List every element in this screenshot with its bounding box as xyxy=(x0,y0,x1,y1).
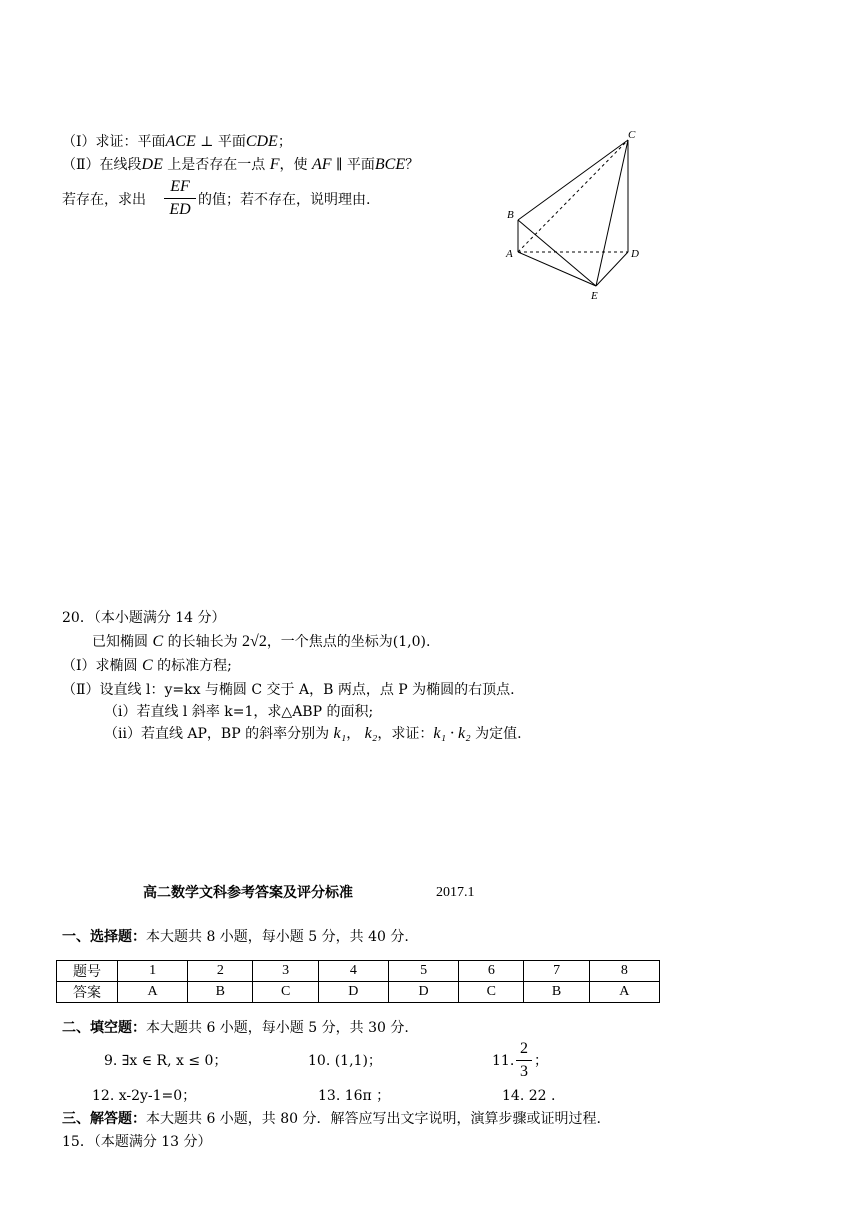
table-cell: D xyxy=(388,982,458,1003)
answer-14: 14. 22 . xyxy=(502,1088,556,1104)
sub-ii-p1: （ⅱ）若直线 AP，BP 的斜率分别为 xyxy=(104,726,334,742)
table-head-row xyxy=(57,961,660,982)
section1-label: 一、选择题： xyxy=(62,929,146,945)
given-p2: 的长轴长为 xyxy=(163,634,243,650)
sub-ii-p2: ，求证： xyxy=(377,726,434,742)
table-cell: A xyxy=(589,982,659,1003)
problem19-part1 xyxy=(62,133,292,151)
given-p1: 已知椭圆 xyxy=(92,634,153,650)
answer-10: 10. (1,1)； xyxy=(308,1053,382,1069)
section2-text: 本大题共 6 小题，每小题 5 分，共 30 分. xyxy=(146,1020,409,1036)
section1-text: 本大题共 8 小题，每小题 5 分，共 40 分. xyxy=(146,929,409,945)
perp-text: ⊥ 平面 xyxy=(195,134,246,150)
section3 xyxy=(62,1110,601,1128)
label-d: D xyxy=(631,248,639,260)
p19-line3-suffix: 的值；若不存在，说明理由. xyxy=(198,192,371,208)
fraction-bar xyxy=(164,198,196,199)
answer-13: 13. 16π ； xyxy=(318,1088,391,1104)
fraction-numerator: 2 xyxy=(520,1040,528,1057)
edge-de xyxy=(596,252,628,286)
table-cell: C xyxy=(459,982,524,1003)
line-af: AF xyxy=(311,156,332,173)
plane-cde: CDE xyxy=(245,133,278,150)
p19-part2-suffix: ？ xyxy=(405,157,420,173)
table-cell: 题号 xyxy=(57,961,118,982)
segment-de: DE xyxy=(141,156,163,173)
fraction-bar xyxy=(516,1060,532,1061)
answer-table xyxy=(56,960,660,1003)
slope-k1: k₁ xyxy=(333,725,347,742)
label-e: E xyxy=(591,290,598,302)
p19-part2-mid2: ，使 xyxy=(279,157,312,173)
answer-12: 12. x-2y-1=0； xyxy=(92,1088,197,1104)
answer-11-fraction xyxy=(516,1040,532,1081)
parallel-text: ∥ 平面 xyxy=(331,157,375,173)
fraction-ef-ed xyxy=(164,178,196,219)
answer-9: 9. ∃x ∈ R, x ≤ 0； xyxy=(104,1053,228,1069)
answer-11-label: 11. xyxy=(492,1053,515,1069)
table-cell: 8 xyxy=(589,961,659,982)
table-cell: A xyxy=(118,982,188,1003)
section2 xyxy=(62,1019,409,1037)
table-cell: 3 xyxy=(253,961,318,982)
edge-ce xyxy=(596,140,628,286)
p19-part1-suffix: ； xyxy=(277,134,292,150)
problem19-part2 xyxy=(62,156,419,174)
table-answer-row xyxy=(57,982,660,1003)
problem15-header: 15．（本题满分 13 分） xyxy=(62,1134,212,1150)
problem20-header: 20．（本小题满分 14 分） xyxy=(62,610,226,626)
problem20-part2: （Ⅱ）设直线 l：y=kx 与椭圆 C 交于 A，B 两点，点 P 为椭圆的右顶点. xyxy=(62,682,515,698)
sub-ii-p3: 为定值. xyxy=(470,726,522,742)
section3-label: 三、解答题： xyxy=(62,1111,146,1127)
plane-bce: BCE xyxy=(374,156,406,173)
slope-k2: k₂ xyxy=(364,725,378,742)
table-cell: 5 xyxy=(388,961,458,982)
edge-ae xyxy=(518,252,596,286)
table-cell: 7 xyxy=(524,961,589,982)
table-cell: 6 xyxy=(459,961,524,982)
label-b: B xyxy=(507,209,514,221)
p19-part2-mid1: 上是否存在一点 xyxy=(162,157,270,173)
label-a: A xyxy=(506,248,513,260)
table-cell: D xyxy=(318,982,388,1003)
answers-date: 2017.1 xyxy=(436,885,475,900)
table-cell: B xyxy=(188,982,253,1003)
table-cell: 答案 xyxy=(57,982,118,1003)
fraction-denominator: 3 xyxy=(520,1063,528,1080)
fraction-numerator: EF xyxy=(170,178,190,195)
answers-title: 高二数学文科参考答案及评分标准 xyxy=(143,885,353,901)
ellipse-c-2: C xyxy=(141,657,153,674)
edge-be xyxy=(518,220,596,286)
p20-part1-p1: （Ⅰ）求椭圆 xyxy=(62,658,142,674)
section3-text: 本大题共 6 小题，共 80 分．解答应写出文字说明，演算步骤或证明过程. xyxy=(146,1111,601,1127)
plane-ace: ACE xyxy=(165,133,196,150)
problem20-sub-ii xyxy=(104,725,522,743)
given-p3: ，一个焦点的坐标为(1,0). xyxy=(266,634,431,650)
point-f: F xyxy=(269,156,280,173)
edge-ac-hidden xyxy=(518,140,628,252)
table-cell: B xyxy=(524,982,589,1003)
section2-label: 二、填空题： xyxy=(62,1020,146,1036)
pyramid-figure xyxy=(500,128,650,308)
slope-product: k₁ · k₂ xyxy=(433,725,471,742)
p19-part1-prefix: （Ⅰ）求证：平面 xyxy=(62,134,166,150)
edge-bc xyxy=(518,140,628,220)
axis-length: 2√2 xyxy=(242,633,267,650)
label-c: C xyxy=(628,129,636,141)
fraction-denominator: ED xyxy=(169,201,191,218)
p19-part2-prefix: （Ⅱ）在线段 xyxy=(62,157,142,173)
table-cell: 1 xyxy=(118,961,188,982)
problem20-part1 xyxy=(62,657,232,675)
table-cell: C xyxy=(253,982,318,1003)
p19-line3-prefix: 若存在，求出 xyxy=(62,192,146,208)
table-cell: 4 xyxy=(318,961,388,982)
p20-part1-p2: 的标准方程; xyxy=(152,658,232,674)
ellipse-c: C xyxy=(152,633,164,650)
sub-ii-sep: ， xyxy=(346,726,365,742)
section1 xyxy=(62,928,409,946)
problem20-sub-i: （ⅰ）若直线 l 斜率 k=1，求△ABP 的面积; xyxy=(104,704,374,720)
answer-11-suffix: ； xyxy=(534,1053,548,1069)
table-cell: 2 xyxy=(188,961,253,982)
problem20-given xyxy=(92,633,430,651)
